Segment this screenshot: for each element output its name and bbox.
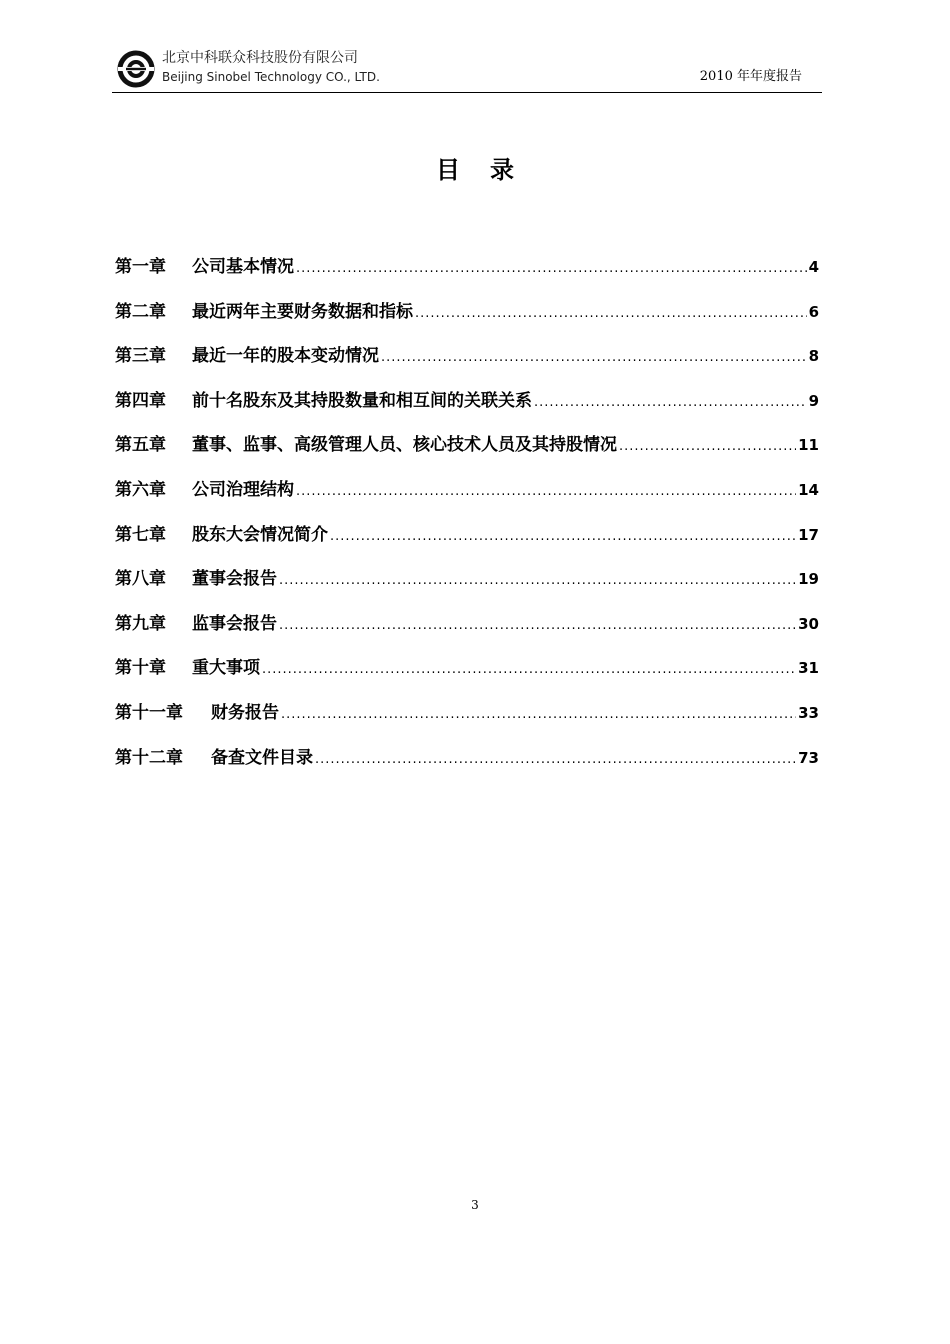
toc-entry[interactable]: [115, 297, 819, 342]
toc-chapter: 第六章: [115, 479, 166, 500]
toc-entry-title: 董事会报告: [192, 569, 277, 590]
toc-chapter: 第八章: [115, 569, 166, 590]
toc-list: [115, 252, 819, 787]
toc-chapter: 第九章: [115, 613, 166, 634]
toc-page-number: 30: [798, 614, 819, 633]
toc-entry[interactable]: [115, 698, 819, 743]
toc-page-number: 8: [808, 347, 819, 366]
toc-entry[interactable]: [115, 386, 819, 431]
toc-entry-title: 备查文件目录: [211, 747, 313, 768]
toc-entry[interactable]: [115, 520, 819, 565]
toc-entry[interactable]: [115, 743, 819, 788]
toc-chapter: 第二章: [115, 301, 166, 322]
toc-entry-title: 财务报告: [211, 702, 279, 723]
toc-page-number: 31: [798, 659, 819, 678]
toc-page-number: 19: [798, 570, 819, 589]
company-name-en: Beijing Sinobel Technology CO., LTD.: [162, 70, 380, 84]
toc-chapter: 第三章: [115, 346, 166, 367]
toc-page-number: 73: [798, 748, 819, 767]
page-header: [112, 44, 822, 93]
toc-entry-title: 公司治理结构: [192, 479, 294, 500]
toc-entry-title: 董事、监事、高级管理人员、核心技术人员及其持股情况: [192, 435, 617, 456]
company-name-cn: 北京中科联众科技股份有限公司: [162, 50, 358, 66]
toc-entry-title: 最近两年主要财务数据和指标: [192, 301, 413, 322]
toc-leader: [281, 707, 796, 722]
toc-entry-title: 重大事项: [192, 658, 260, 679]
toc-chapter: 第十章: [115, 658, 166, 679]
toc-entry[interactable]: [115, 609, 819, 654]
toc-chapter: 第一章: [115, 257, 166, 277]
toc-entry-title: 监事会报告: [192, 613, 277, 634]
toc-leader: [279, 573, 796, 588]
toc-entry[interactable]: [115, 564, 819, 609]
toc-page-number: 6: [808, 302, 819, 321]
toc-chapter: 第十二章: [115, 747, 183, 768]
toc-chapter: 第十一章: [115, 702, 183, 723]
toc-chapter: 第四章: [115, 390, 166, 411]
toc-leader: [279, 618, 796, 633]
page-number: 3: [471, 1198, 479, 1212]
toc-entry[interactable]: [115, 653, 819, 698]
toc-page-number: 17: [798, 525, 819, 544]
toc-leader: [415, 306, 807, 321]
toc-leader: [315, 752, 796, 767]
toc-entry-title: 股东大会情况简介: [192, 524, 328, 545]
toc-entry-title: 最近一年的股本变动情况: [192, 346, 379, 367]
toc-entry[interactable]: [115, 341, 819, 386]
toc-entry[interactable]: [115, 430, 819, 475]
toc-leader: [381, 350, 807, 365]
toc-leader: [262, 662, 796, 677]
report-name: 2010 年年度报告: [699, 69, 802, 84]
toc-chapter: 第五章: [115, 435, 166, 456]
toc-leader: [296, 261, 807, 276]
toc-chapter: 第七章: [115, 524, 166, 545]
toc-leader: [296, 484, 796, 499]
toc-leader: [534, 395, 807, 410]
toc-entry[interactable]: [115, 475, 819, 520]
toc-entry-title: 公司基本情况: [192, 257, 294, 277]
toc-page-number: 33: [798, 703, 819, 722]
toc-page-number: 11: [798, 436, 819, 455]
toc-page-number: 4: [808, 258, 819, 276]
toc-page-number: 14: [798, 480, 819, 499]
toc-entry[interactable]: [115, 252, 819, 297]
toc-leader: [619, 439, 796, 454]
toc-title: 目录: [436, 156, 544, 184]
toc-page-number: 9: [808, 391, 819, 410]
company-logo-icon: [116, 49, 156, 89]
toc-leader: [330, 529, 796, 544]
toc-entry-title: 前十名股东及其持股数量和相互间的关联关系: [192, 390, 532, 411]
